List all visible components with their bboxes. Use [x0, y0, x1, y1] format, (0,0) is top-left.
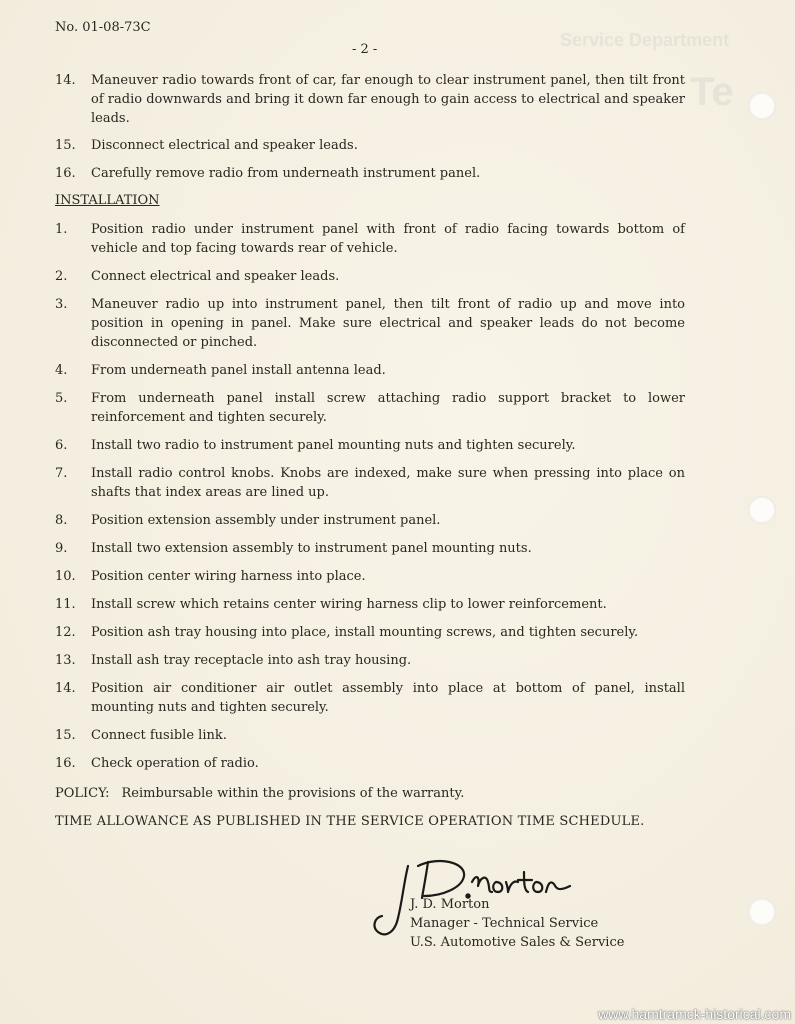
- step-text: Disconnect electrical and speaker leads.: [91, 138, 358, 153]
- step-item: [55, 436, 685, 455]
- step-text: Maneuver radio up into instrument panel, then tilt front of radio up and move into position in opening in panel. Make sure electrical and speaker leads do not become disconnected or pinched.: [91, 297, 685, 350]
- step-item: [55, 220, 685, 258]
- step-item: [55, 164, 685, 183]
- step-item: [55, 726, 685, 745]
- step-text: Position air conditioner air outlet assembly into place at bottom of panel, install mounting nuts and tighten securely.: [91, 681, 685, 715]
- step-number: 7.: [55, 466, 68, 481]
- step-text: Connect fusible link.: [91, 728, 227, 743]
- step-text: Position ash tray housing into place, install mounting screws, and tighten securely.: [91, 625, 639, 640]
- step-text: Install radio control knobs. Knobs are indexed, make sure when pressing into place on shafts that index areas are lined up.: [91, 466, 685, 500]
- policy-line: [55, 786, 464, 801]
- step-item: [55, 295, 685, 352]
- step-number: 4.: [55, 363, 68, 378]
- step-item: [55, 511, 685, 530]
- step-number: 12.: [55, 625, 76, 640]
- binder-hole: [748, 898, 776, 926]
- step-item: [55, 389, 685, 427]
- step-item: [55, 623, 685, 642]
- removal-steps: [55, 71, 685, 183]
- section-heading: INSTALLATION: [55, 193, 160, 208]
- step-text: Check operation of radio.: [91, 756, 259, 771]
- website-watermark: www.hamtramck-historical.com: [598, 1006, 791, 1022]
- step-item: [55, 361, 685, 380]
- step-text: Carefully remove radio from underneath instrument panel.: [91, 166, 481, 181]
- step-item: [55, 464, 685, 502]
- bleed-through-text: Te: [690, 70, 734, 114]
- step-text: Install screw which retains center wiring harness clip to lower reinforcement.: [91, 597, 607, 612]
- step-item: [55, 267, 685, 286]
- step-item: [55, 136, 685, 155]
- step-number: 8.: [55, 513, 68, 528]
- signatory-title: Manager - Technical Service: [410, 916, 599, 931]
- bleed-through-text: Service Department: [560, 30, 730, 50]
- step-number: 6.: [55, 438, 68, 453]
- time-allowance: TIME ALLOWANCE AS PUBLISHED IN THE SERVICE OPERATION TIME SCHEDULE.: [55, 814, 645, 829]
- step-text: Install two radio to instrument panel mounting nuts and tighten securely.: [91, 438, 576, 453]
- step-text: Position radio under instrument panel with front of radio facing towards bottom of vehicle and top facing towards rear of vehicle.: [91, 222, 685, 256]
- step-text: Connect electrical and speaker leads.: [91, 269, 340, 284]
- step-item: [55, 595, 685, 614]
- step-item: [55, 567, 685, 586]
- step-number: 11.: [55, 597, 76, 612]
- binder-hole: [748, 496, 776, 524]
- step-number: 15.: [55, 728, 76, 743]
- step-item: [55, 651, 685, 670]
- step-item: [55, 539, 685, 558]
- step-text: From underneath panel install antenna lead.: [91, 363, 386, 378]
- binder-hole: [748, 92, 776, 120]
- step-number: 1.: [55, 222, 68, 237]
- step-number: 9.: [55, 541, 68, 556]
- signatory-organization: U.S. Automotive Sales & Service: [410, 935, 625, 950]
- step-item: [55, 679, 685, 717]
- policy-text: Reimbursable within the provisions of the warranty.: [121, 786, 465, 801]
- step-number: 3.: [55, 297, 68, 312]
- step-number: 14.: [55, 681, 76, 696]
- step-number: 14.: [55, 73, 76, 88]
- step-item: [55, 754, 685, 773]
- step-text: Position center wiring harness into place.: [91, 569, 366, 584]
- signatory-name: J. D. Morton: [410, 897, 490, 912]
- step-text: From underneath panel install screw attaching radio support bracket to lower reinforcement and tighten securely.: [91, 391, 685, 425]
- policy-label: POLICY:: [55, 786, 110, 801]
- installation-steps: [55, 220, 685, 773]
- step-item: [55, 71, 685, 128]
- step-text: Install ash tray receptacle into ash tray housing.: [91, 653, 412, 668]
- step-text: Install two extension assembly to instrument panel mounting nuts.: [91, 541, 532, 556]
- step-text: Position extension assembly under instrument panel.: [91, 513, 441, 528]
- step-number: 15.: [55, 138, 76, 153]
- document-number: No. 01-08-73C: [55, 20, 151, 35]
- step-number: 5.: [55, 391, 68, 406]
- step-text: Maneuver radio towards front of car, far enough to clear instrument panel, then tilt front of radio downwards and bring it down far enough to gain access to electrical and speaker leads.: [91, 73, 685, 126]
- step-number: 16.: [55, 756, 76, 771]
- step-number: 2.: [55, 269, 68, 284]
- step-number: 10.: [55, 569, 76, 584]
- step-number: 16.: [55, 166, 76, 181]
- page-number: - 2 -: [352, 42, 378, 57]
- step-number: 13.: [55, 653, 76, 668]
